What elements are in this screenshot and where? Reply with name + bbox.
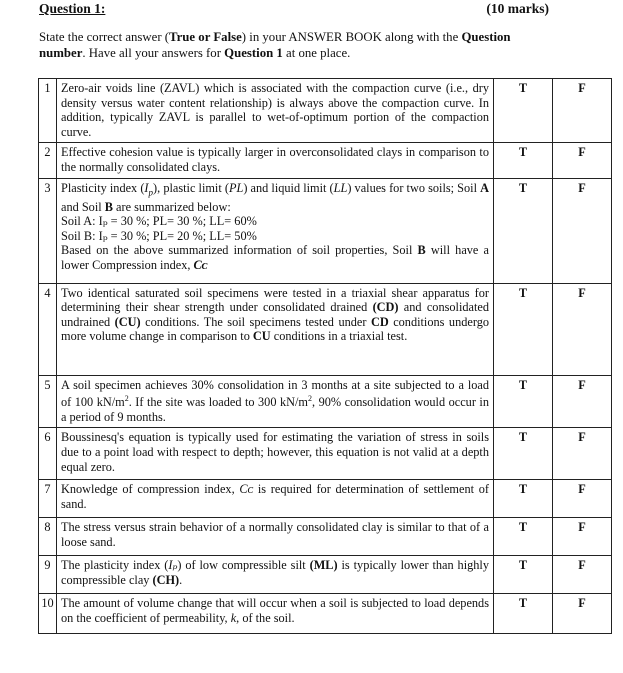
statement-row-6 [39,428,612,480]
statement-text: Zero-air voids line (ZAVL) which is associated with the compaction curve (i.e., dry density versus water content relationship) is always above the compaction curve. In addition, typically ZAVL is parallel to wet-of-optimum portion of the compaction curve. [57,79,494,143]
true-option[interactable]: T [494,283,553,375]
s3-text: ), plastic limit ( [153,180,229,195]
statement-number: 4 [39,283,57,375]
s3-ll: LL [333,180,348,195]
s4-text: conditions. The soil specimens tested under [140,314,371,329]
false-option[interactable]: F [553,556,612,594]
soil-a-label: Soil A [61,214,93,229]
statement-number: 3 [39,178,57,283]
s3-text: Plasticity index ( [61,180,145,195]
statement-row-3 [39,178,612,283]
s10-text: The amount of volume change that will occur when a soil is subjected to load depends on the coefficient of permeability, [61,596,489,626]
statement-number: 6 [39,428,57,480]
soil-a-values: : Iₚ = 30 %; PL= 30 %; LL= 60% [92,214,257,229]
statement-row-8 [39,518,612,556]
s3-text: will have a lower Compression index, [61,243,490,272]
false-option[interactable]: F [553,594,612,634]
s7-text: Knowledge of compression index, [61,482,240,497]
false-option[interactable]: F [553,79,612,143]
s9-ch: (CH) [152,573,180,588]
statement-number: 1 [39,79,57,143]
s5-text: . If the site was loaded to 300 kN/m [128,395,308,410]
instr-bold-question-1: Question 1 [224,46,283,60]
false-option[interactable]: F [553,143,612,178]
false-option[interactable]: F [553,480,612,518]
s3-soil-a: A [480,180,489,195]
s3-pl: PL [228,180,244,195]
s3-soil-b: B [417,243,426,258]
s10-k: k [230,611,237,626]
statement-text: The stress versus strain behavior of a normally consolidated clay is similar to that of a loose sand. [57,518,494,556]
instr-text-3: . Have all your answers for [82,46,225,60]
statement-row-2 [39,143,612,178]
false-option[interactable]: F [553,428,612,480]
statement-row-4 [39,283,612,375]
true-option[interactable]: T [494,518,553,556]
statement-row-9 [39,556,612,594]
s10-text: , of the soil. [236,611,295,626]
s5-text: A soil specimen achieves 30% consolidation in 3 months at a site subjected to a load of 100 kN/m [61,377,489,410]
statement-text [57,480,494,518]
s3-text: ) and liquid limit ( [243,180,334,195]
statement-text [57,375,494,428]
statement-number: 8 [39,518,57,556]
false-option[interactable]: F [553,283,612,375]
instr-bold-question-number: Question number [39,30,511,60]
statement-text [57,283,494,375]
s3-cc: Cᴄ [193,257,208,272]
statement-row-5 [39,375,612,428]
s5-superscript: 2 [308,394,312,404]
question-marks: (10 marks) [486,1,549,16]
statement-row-10 [39,594,612,634]
statement-text [57,594,494,634]
s9-text: The plasticity index ( [61,558,169,573]
instr-text-4: at one place. [282,46,351,60]
true-option[interactable]: T [494,79,553,143]
instr-text-2: ) in your ANSWER BOOK along with the [241,30,462,44]
statement-row-1 [39,79,612,143]
true-option[interactable]: T [494,556,553,594]
s3-soil-b: B [104,199,113,214]
false-option[interactable]: F [553,178,612,283]
s9-text: is typically lower than highly compressible clay [61,558,489,588]
statement-number: 5 [39,375,57,428]
s3-text: are summarized below: [112,199,231,214]
s4-text: and consolidated undrained [61,300,489,329]
question-title: Question 1: [39,1,106,16]
statement-text: Effective cohesion value is typically larger in overconsolidated clays in comparison to the normally consolidated clays. [57,143,494,178]
statement-row-7 [39,480,612,518]
true-option[interactable]: T [494,594,553,634]
statement-number: 10 [39,594,57,634]
s3-ip-sub: p [148,187,154,198]
false-option[interactable]: F [553,518,612,556]
question-table [38,78,612,634]
s9-ip: Iₚ [168,558,178,573]
instructions [39,29,549,61]
statement-number: 9 [39,556,57,594]
soil-b-values: : Iₚ = 30 %; PL= 20 %; LL= 50% [92,228,257,243]
s3-text: ) values for two soils; Soil [347,180,481,195]
question-header [39,0,549,22]
s4-cd: (CD) [372,300,399,315]
s4-text: conditions in a triaxial test. [270,329,408,344]
s9-ml: (ML) [309,558,338,573]
s9-text: ) of low compressible silt [177,558,310,573]
s4-cu: (CU) [114,314,141,329]
true-option[interactable]: T [494,428,553,480]
statement-number: 2 [39,143,57,178]
s4-cd: CD [370,314,389,329]
s3-text: Based on the above summarized information of soil properties, Soil [61,243,418,258]
statement-number: 7 [39,480,57,518]
s7-cc: Cᴄ [239,482,254,497]
true-option[interactable]: T [494,480,553,518]
statement-text: Boussinesq's equation is typically used for estimating the variation of stress in soils due to a point load with respect to depth; however, this equation is not valid at a depth equal zero. [57,428,494,480]
s9-text: . [179,573,183,588]
s3-text: and Soil [61,199,105,214]
statement-text [57,178,494,283]
false-option[interactable]: F [553,375,612,428]
instr-text-1: State the correct answer ( [39,30,170,44]
soil-a-line [61,214,489,229]
true-option[interactable]: T [494,375,553,428]
s3-closing [61,243,489,272]
soil-b-label: Soil B [61,228,93,243]
soil-b-line [61,229,489,244]
s3-ip: I [144,180,149,195]
s5-superscript: 2 [124,394,129,404]
s4-text: conditions undergo more volume change in comparison to [61,314,489,344]
s7-text: is required for determination of settlement of sand. [61,482,489,512]
s4-cu: CU [252,329,271,344]
true-option[interactable]: T [494,178,553,283]
statement-text [57,556,494,594]
true-option[interactable]: T [494,143,553,178]
s5-text: , 90% consolidation would occur in a period of 9 months. [61,395,489,424]
instr-bold-true-false: True or False [169,30,242,44]
s4-text: Two identical saturated soil specimens were tested in a triaxial shear apparatus for determining their shear strength under consolidated drained [61,285,489,315]
